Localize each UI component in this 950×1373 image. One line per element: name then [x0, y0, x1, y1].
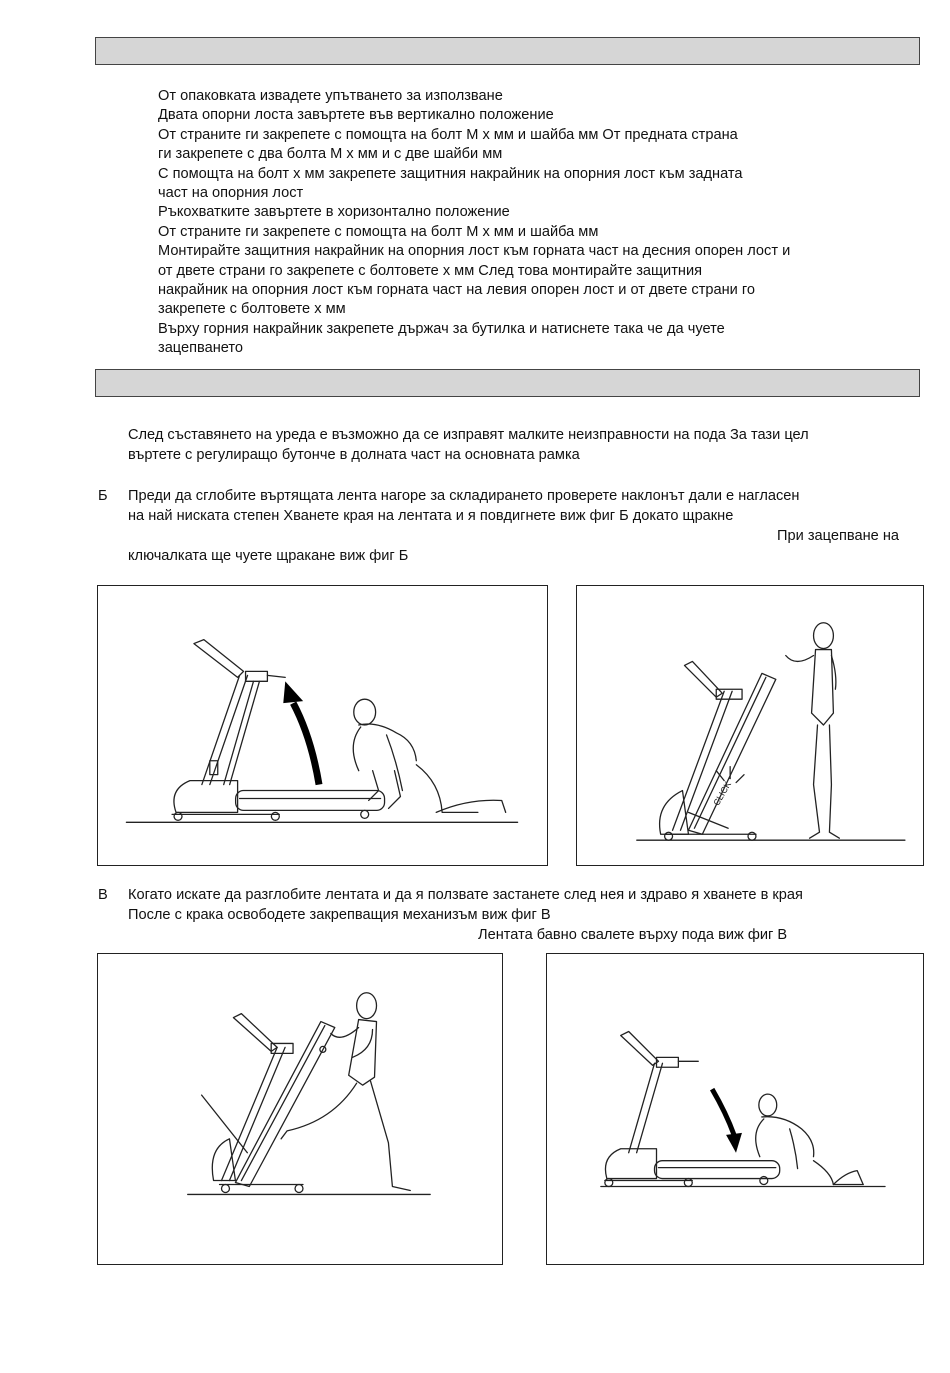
section-header-bar-folding [95, 369, 920, 397]
section-v-line: После с крака освободете закрепващия механизъм виж фиг В [128, 907, 551, 923]
step-line: Върху горния накрайник закрепете държач за бутилка и натиснете така че да чуете [158, 320, 725, 337]
treadmill-lift-illustration [98, 586, 547, 865]
assembly-steps [158, 87, 899, 359]
adjust-paragraph [128, 425, 899, 465]
section-b-marker: Б [98, 488, 108, 504]
step-line: Монтирайте защитния накрайник на опорния лост към горната част на десния опорен лост и [158, 243, 791, 260]
step-line: Ръкохватките завъртете в хоризонтално положение [158, 204, 510, 221]
adjust-line: След съставянето на уреда е възможно да се изправят малките неизправности на пода За тази цел [128, 427, 809, 443]
adjust-line: въртете с регулиращо бутонче в долната част на основната рамка [128, 447, 580, 463]
step-line: част на опорния лост [158, 185, 304, 202]
treadmill-release-illustration [98, 954, 502, 1264]
figure-b1-lifting-deck [97, 585, 548, 866]
section-v-line: Лентата бавно свалете върху пода виж фиг В [478, 927, 788, 943]
section-v-marker: В [98, 887, 108, 903]
section-b-line: Преди да сглобите въртящата лента нагоре за складирането проверете наклонът дали е нагласен [128, 488, 800, 504]
step-line: От страните ги закрепете с помощта на болт М х мм и шайба мм От предната страна [158, 126, 738, 143]
step-line: зацепването [158, 340, 244, 357]
figure-v2-lower-deck [546, 953, 924, 1265]
section-b-paragraph [128, 486, 899, 566]
section-header-bar-assembly [95, 37, 920, 65]
step-line: Двата опорни лоста завъртете във вертикално положение [158, 107, 554, 124]
section-b-line: При зацепване на [777, 528, 899, 544]
step-line: ги закрепете с два болта М х мм и с две шайби мм [158, 146, 503, 163]
section-b-line: ключалката ще чуете щракане виж фиг Б [128, 548, 409, 564]
step-line: С помощта на болт х мм закрепете защитния накрайник на опорния лост към задната [158, 165, 743, 182]
section-b-line: на най ниската степен Хванете края на лентата и я повдигнете виж фиг Б докато щракне [128, 508, 734, 524]
figure-v1-release-mechanism [97, 953, 503, 1265]
treadmill-folded-illustration [577, 586, 923, 865]
step-line: От опаковката извадете упътването за използване [158, 88, 503, 104]
figure-b2-deck-locked [576, 585, 924, 866]
step-line: закрепете с болтовете х мм [158, 301, 346, 318]
step-line: накрайник на опорния лост към горната част на левия опорен лост и от двете страни го [158, 282, 756, 299]
step-line: От страните ги закрепете с помощта на болт М х мм и шайба мм [158, 223, 599, 240]
treadmill-lower-illustration [547, 954, 923, 1264]
section-v-line: Когато искате да разглобите лентата и да я ползвате застанете след нея и здраво я хванете в края [128, 887, 803, 903]
click-label: CLICK [711, 779, 734, 808]
step-line: от двете страни го закрепете с болтовете х мм След това монтирайте защитния [158, 262, 703, 279]
section-v-paragraph [128, 885, 899, 945]
